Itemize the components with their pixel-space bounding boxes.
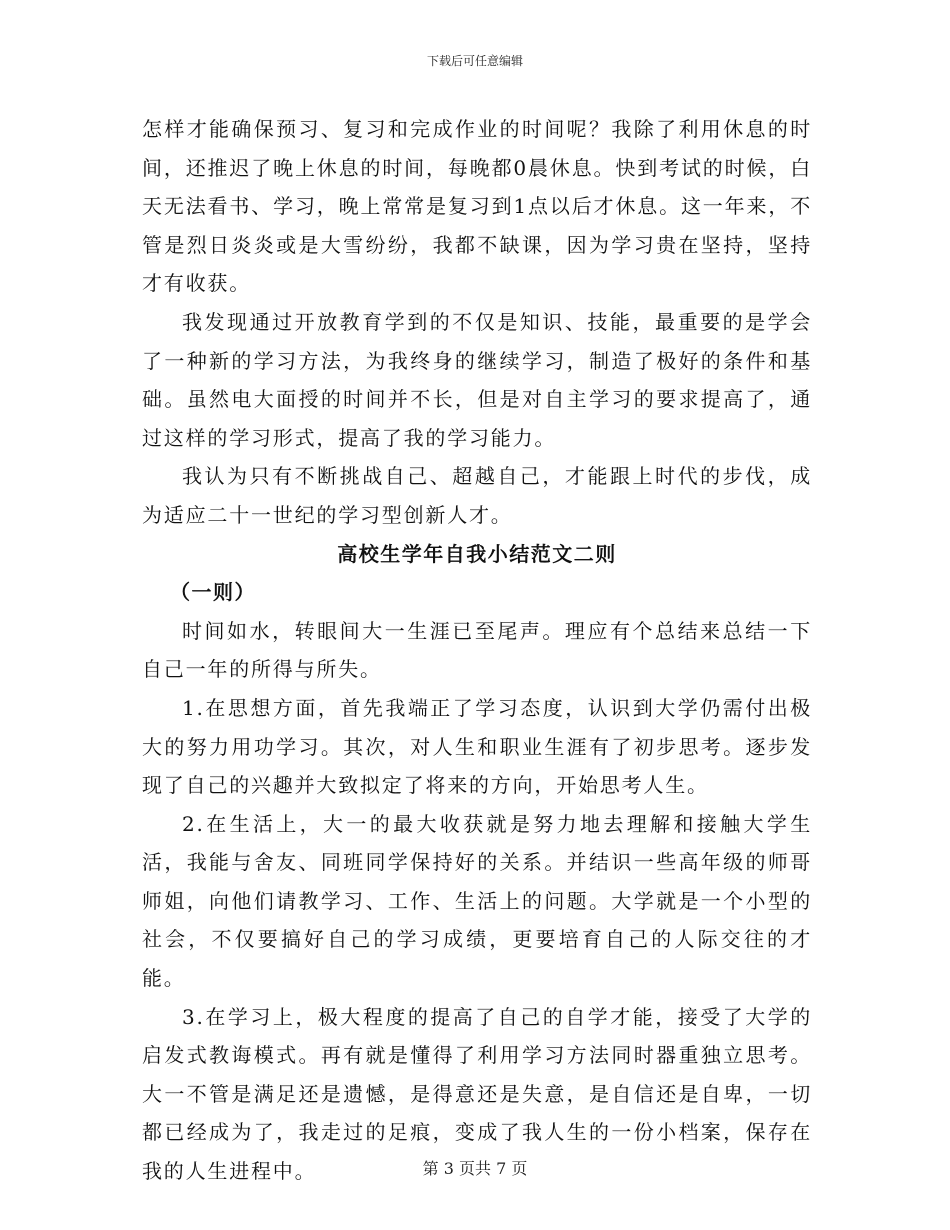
section-subtitle: （一则） bbox=[170, 580, 256, 605]
paragraph-open-education: 我发现通过开放教育学到的不仅是知识、技能，最重要的是学会了一种新的学习方法，为我终身的继续学习，制造了极好的条件和基础。虽然电大面授的时间并不长，但是对自主学习的要求提高了，通过这样的学习形式，提高了我的学习能力。 bbox=[142, 309, 812, 450]
paragraph-continuation: 怎样才能确保预习、复习和完成作业的时间呢？我除了利用休息的时间，还推迟了晚上休息的时间，每晚都0晨休息。快到考试的时候，白天无法看书、学习，晚上常常是复习到1点以后才休息。这一年来，不管是烈日炎炎或是大雪纷纷，我都不缺课，因为学习贵在坚持，坚持才有收获。 bbox=[142, 117, 812, 296]
paragraph-challenge-self: 我认为只有不断挑战自己、超越自己，才能跟上时代的步伐，成为适应二十一世纪的学习型创新人才。 bbox=[142, 464, 812, 527]
paragraph-thought: 1.在思想方面，首先我端正了学习态度，认识到大学仍需付出极大的努力用功学习。其次，对人生和职业生涯有了初步思考。逐步发现了自己的兴趣并大致拟定了将来的方向，开始思考人生。 bbox=[142, 695, 812, 798]
page-header: 下载后可任意编辑 bbox=[426, 54, 523, 68]
paragraph-life: 2.在生活上，大一的最大收获就是努力地去理解和接触大学生活，我能与舍友、同班同学保持好的关系。并结识一些高年级的师哥师姐，向他们请教学习、工作、生活上的问题。大学就是一个小型的社会，不仅要搞好自己的学习成绩，更要培育自己的人际交往的才能。 bbox=[142, 811, 812, 991]
section-title: 高校生学年自我小结范文二则 bbox=[337, 541, 617, 566]
page-footer: 第 3 页共 7 页 bbox=[422, 1159, 528, 1178]
paragraph-intro: 时间如水，转眼间大一生涯已至尾声。理应有个总结来总结一下自己一年的所得与所失。 bbox=[142, 618, 812, 682]
paragraph-study: 3.在学习上，极大程度的提高了自己的自学才能，接受了大学的启发式教诲模式。再有就是懂得了利用学习方法同时器重独立思考。大一不管是满足还是遗憾，是得意还是失意，是自信还是自卑，一切都已经成为了，我走过的足痕，变成了我人生的一份小档案，保存在我的人生进程中。 bbox=[142, 1004, 812, 1184]
document-body bbox=[142, 110, 812, 1191]
